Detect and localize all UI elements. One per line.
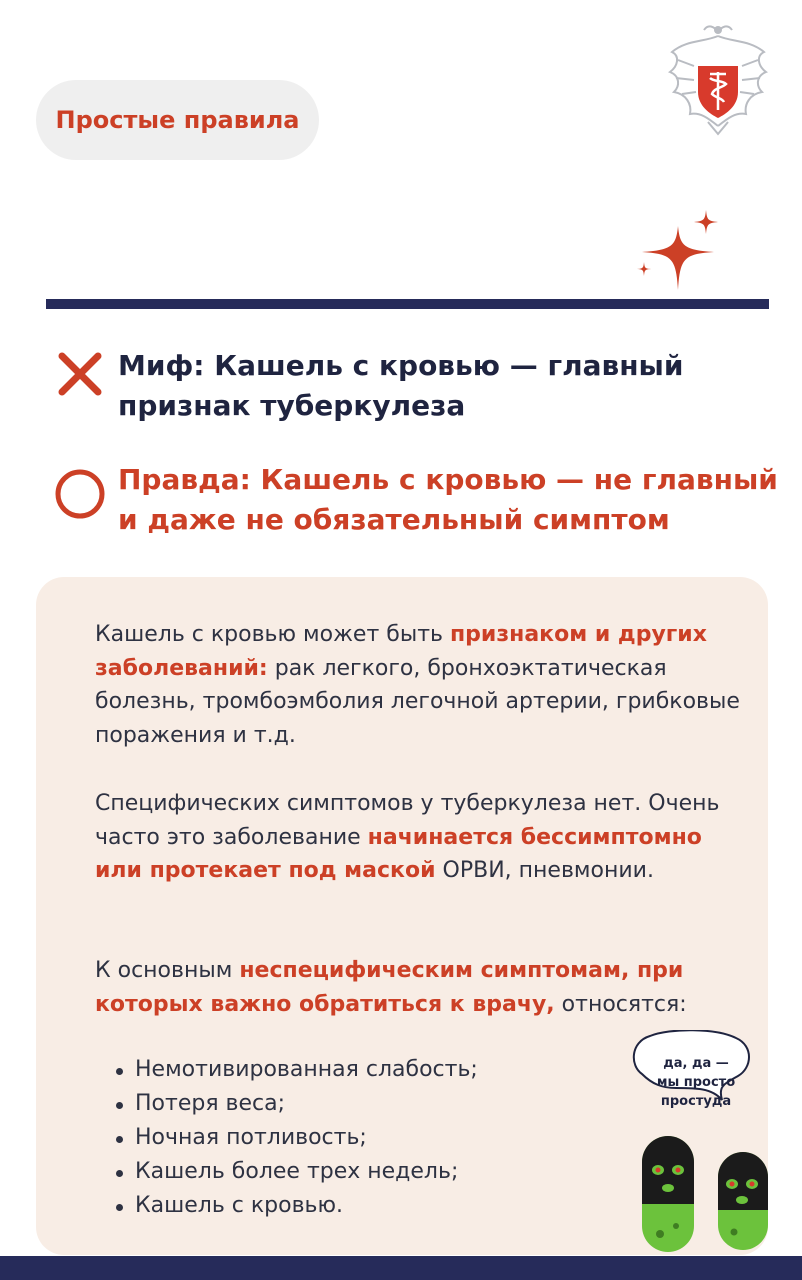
category-tag	[36, 80, 319, 160]
myth-statement	[118, 346, 683, 426]
category-tag-label: Простые правила	[55, 106, 300, 134]
bottom-bar	[0, 1256, 802, 1280]
ministry-emblem-icon	[664, 22, 772, 136]
cross-icon	[56, 350, 104, 398]
truth-statement	[118, 460, 778, 540]
sparkle-icon	[630, 206, 722, 296]
paragraph-no-specific-symptoms: Специфических симптомов у туберкулеза нет. Очень часто это заболевание начинается бессимптомно или протекает под маской ОРВИ, пневмонии.	[95, 791, 720, 883]
truth-line-1: Правда: Кашель с кровью — не главный	[118, 463, 778, 496]
divider-line	[46, 299, 769, 309]
paragraph-other-diseases: Кашель с кровью может быть признаком и других заболеваний: рак легкого, бронхоэктатическая болезнь, тромбоэмболия легочной артерии, грибковые поражения и т.д.	[95, 622, 740, 748]
highlight-text: неспецифическим симптомам, при которых важно обратиться к врачу,	[95, 958, 684, 1017]
list-item: Кашель с кровью.	[114, 1189, 478, 1223]
list-item: Ночная потливость;	[114, 1121, 478, 1155]
myth-line-2: признак туберкулеза	[118, 389, 466, 422]
list-item: Кашель более трех недель;	[114, 1155, 478, 1189]
symptom-list	[114, 1053, 478, 1223]
list-item: Немотивированная слабость;	[114, 1053, 478, 1087]
list-item: Потеря веса;	[114, 1087, 478, 1121]
highlight-text: начинается бессимптомно или протекает под маской	[95, 824, 702, 883]
speech-bubble-text: да, да — мы просто простуда	[656, 1056, 736, 1109]
circle-icon	[54, 468, 106, 520]
paragraph-main-symptoms: К основным неспецифическим симптомам, при которых важно обратиться к врачу, относятся:	[95, 958, 687, 1017]
myth-line-1: Миф: Кашель с кровью — главный	[118, 349, 684, 382]
truth-line-2: и даже не обязательный симптом	[118, 503, 670, 536]
highlight-text: признаком и других заболеваний:	[95, 622, 707, 681]
